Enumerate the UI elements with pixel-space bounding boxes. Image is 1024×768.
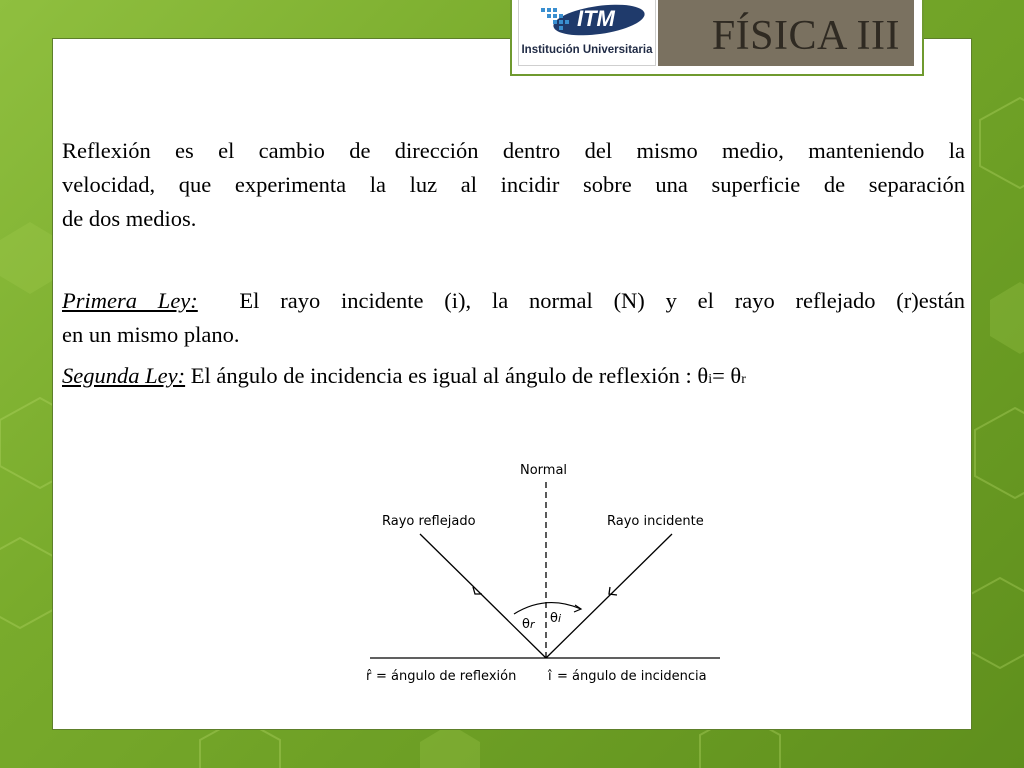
theta-i-label: θi [550, 611, 562, 626]
definition-line-1: Reflexión es el cambio de dirección dentro del mismo medio, manteniendo la [62, 138, 965, 163]
second-law-line [62, 359, 965, 397]
legend-reflection-text: = ángulo de reflexión [376, 669, 517, 684]
normal-label: Normal [520, 463, 568, 478]
itm-logo-subtitle: Institución Universitaria [521, 44, 653, 56]
legend-incidence-text: = ángulo de incidencia [557, 669, 707, 684]
second-law-title: Segunda Ley: [62, 363, 186, 388]
second-law-text: El ángulo de incidencia es igual al ángulo de reflexión : [190, 363, 692, 388]
legend-i-symbol: î [548, 669, 552, 684]
first-law-title: Primera Ley: [62, 288, 198, 313]
angle-arc [514, 603, 581, 614]
second-law-equation: θi= θr [697, 363, 746, 388]
slide-title: FÍSICA III [711, 13, 900, 59]
definition-line-3: de dos medios. [62, 206, 197, 231]
itm-logo [518, 0, 656, 66]
angle-arc-arrow [574, 605, 581, 612]
reflected-ray-label: Rayo reflejado [382, 514, 476, 529]
incident-ray [546, 534, 672, 658]
legend-r-symbol: r̂ [366, 669, 372, 684]
theta-r-label: θr [522, 617, 535, 632]
first-law-line-2: en un mismo plano. [62, 322, 240, 347]
incident-ray-arrow [609, 587, 617, 595]
title-banner [658, 0, 914, 66]
reflection-diagram [362, 456, 742, 692]
first-law-line-1 [62, 284, 965, 318]
header-banner [510, 0, 924, 76]
incident-ray-label: Rayo incidente [607, 514, 704, 529]
first-law-text: El rayo incidente (i), la normal (N) y el rayo reflejado (r)están [239, 288, 965, 313]
definition-line-2: velocidad, que experimenta la luz al incidir sobre una superficie de separación [62, 172, 965, 197]
reflected-ray [420, 534, 546, 658]
itm-logo-brand: ITM [577, 6, 615, 31]
